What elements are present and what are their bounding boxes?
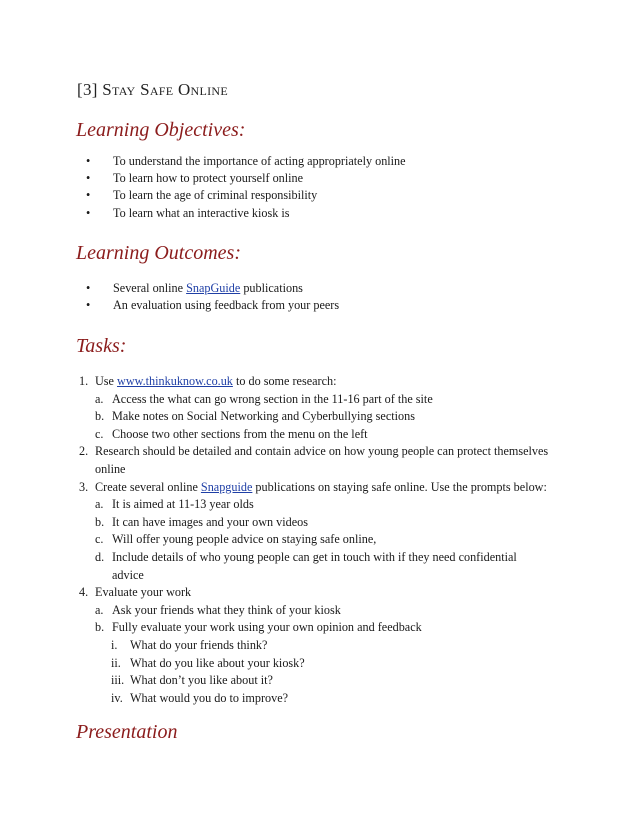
objective-text: To understand the importance of acting appropriately online [113, 154, 406, 168]
subtask-item [79, 549, 579, 567]
task-text: online [95, 461, 126, 476]
subsubtask-item [79, 655, 579, 673]
subsubtask-numeral: iii. [111, 673, 125, 688]
subtask-letter: b. [95, 409, 105, 424]
subtask-letter: a. [95, 391, 104, 406]
subtask-text: Choose two other sections from the menu on the left [112, 426, 368, 441]
subsubtask-item [79, 690, 579, 708]
subsubtask-numeral: ii. [111, 655, 121, 670]
subtask-letter: c. [95, 426, 104, 441]
subtask-text: It can have images and your own videos [112, 514, 308, 529]
task-text-pre: Use [95, 374, 118, 388]
subtask-item-continued [79, 567, 579, 585]
subtask-letter: a. [95, 497, 104, 512]
bullet-icon: • [86, 188, 91, 203]
subtask-text: Access the what can go wrong section in the 11-16 part of the site [112, 391, 433, 406]
subtask-item [79, 391, 579, 409]
bullet-icon: • [86, 298, 91, 313]
subtask-item [79, 619, 579, 637]
task-text [95, 479, 547, 497]
task-item [79, 443, 579, 461]
subtask-letter: c. [95, 532, 104, 547]
subtask-item [79, 531, 579, 549]
subtask-text: Fully evaluate your work using your own opinion and feedback [112, 620, 422, 635]
task-text: Evaluate your work [95, 585, 192, 600]
task-item-continued [79, 461, 579, 479]
task-text [95, 373, 336, 391]
task-number: 3. [79, 479, 89, 494]
objective-text: To learn the age of criminal responsibility [113, 188, 318, 203]
outcome-text: An evaluation using feedback from your peers [113, 298, 340, 313]
subtask-item [79, 514, 579, 532]
outcome-text-pre: Several online [113, 281, 187, 295]
subtask-letter: b. [95, 620, 105, 635]
learning-outcomes-heading: Learning Outcomes: [76, 242, 241, 264]
bullet-icon: • [86, 281, 91, 295]
subsubtask-text: What don’t you like about it? [130, 673, 273, 688]
snapguide-link[interactable]: SnapGuide [186, 281, 241, 295]
task-text-pre: Create several online [95, 479, 201, 494]
tasks-heading: Tasks: [76, 335, 127, 357]
tasks-list [79, 373, 579, 707]
subsubtask-numeral: iv. [111, 690, 123, 705]
learning-objectives-heading: Learning Objectives: [76, 119, 246, 141]
objective-text: To learn what an interactive kiosk is [113, 205, 290, 220]
subsubtask-item [79, 672, 579, 690]
subtask-item [79, 408, 579, 426]
task-number: 4. [79, 585, 89, 600]
subtask-text: Will offer young people advice on staying safe online, [112, 532, 377, 547]
subtask-text: advice [112, 567, 144, 582]
subsubtask-text: What do your friends think? [130, 637, 268, 652]
thinkuknow-link[interactable]: www.thinkuknow.co.uk [117, 374, 233, 388]
subtask-text: It is aimed at 11-13 year olds [112, 497, 254, 512]
subsubtask-text: What do you like about your kiosk? [130, 655, 305, 670]
page-title: [3] Stay Safe Online [77, 80, 229, 99]
subtask-text: Ask your friends what they think of your kiosk [112, 602, 341, 617]
subsubtask-numeral: i. [111, 637, 118, 652]
task-text: Research should be detailed and contain advice on how young people can protect themselves [95, 444, 549, 459]
outcome-text [113, 280, 303, 297]
subtask-text: Make notes on Social Networking and Cyberbullying sections [112, 409, 415, 424]
bullet-icon: • [86, 205, 91, 220]
subtask-item [79, 426, 579, 444]
task-item [79, 584, 579, 602]
subtask-item [79, 602, 579, 620]
subtask-letter: b. [95, 514, 105, 529]
objective-text: To learn how to protect yourself online [113, 171, 304, 186]
task-item [79, 373, 579, 391]
subtask-letter: a. [95, 602, 104, 617]
subtask-item [79, 496, 579, 514]
subsubtask-text: What would you do to improve? [130, 690, 289, 705]
task-text-post: to do some research: [232, 374, 337, 388]
task-number: 2. [79, 444, 89, 459]
subtask-letter: d. [95, 549, 105, 564]
subsubtask-item [79, 637, 579, 655]
subtask-text: Include details of who young people can get in touch with if they need confidential [112, 549, 517, 564]
task-number: 1. [79, 374, 89, 388]
task-item [79, 479, 579, 497]
presentation-heading: Presentation [76, 721, 178, 743]
outcome-text-post: publications [240, 281, 303, 295]
snapguide-link[interactable]: Snapguide [200, 479, 253, 494]
task-text-post: publications on staying safe online. Use the prompts below: [252, 479, 547, 494]
bullet-icon: • [86, 171, 91, 186]
bullet-icon: • [86, 154, 91, 168]
